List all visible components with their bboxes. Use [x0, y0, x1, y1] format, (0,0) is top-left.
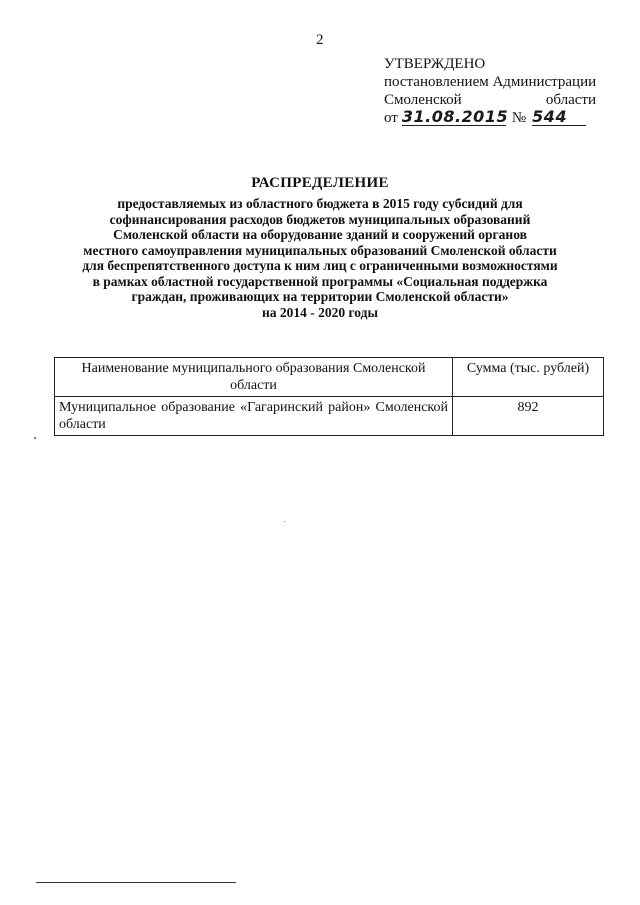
subtitle-line: для беспрепятственного доступа к ним лиц с ограниченными возможностями: [82, 258, 558, 273]
approval-line-1: [384, 73, 596, 91]
approval-date-line: [384, 109, 596, 127]
scan-speck: [34, 437, 36, 439]
cell-municipality: Муниципальное образование «Гагаринский район» Смоленской области: [55, 397, 453, 436]
approval-heading: УТВЕРЖДЕНО: [384, 56, 486, 72]
header-sum: Сумма (тыс. рублей): [453, 358, 604, 397]
number-label: №: [511, 110, 527, 126]
subtitle-line: в рамках областной государственной программы «Социальная поддержка: [92, 273, 548, 289]
handwritten-number: 544: [532, 109, 586, 126]
header-municipality: Наименование муниципального образования Смоленской области: [55, 358, 453, 397]
approval-line-1-text: постановлением Администрации: [384, 74, 597, 90]
page-number: 2: [316, 32, 324, 48]
footer-rule: [36, 882, 236, 883]
cell-sum: 892: [453, 397, 604, 436]
approval-line-2-left: Смоленской: [384, 92, 462, 108]
table-header-row: [55, 358, 604, 397]
subtitle-line: Смоленской области на оборудование зданий и сооружений органов: [113, 227, 527, 242]
subtitle-line: местного самоуправления муниципальных образований Смоленской области: [83, 242, 557, 258]
subtitle-line: предоставляемых из областного бюджета в 2015 году субсидий для: [117, 196, 523, 211]
distribution-table: [54, 357, 604, 436]
subtitle-line: на 2014 - 2020 годы: [261, 304, 379, 320]
scan-speck: [284, 521, 285, 522]
table-row: [55, 397, 604, 436]
document-title: РАСПРЕДЕЛЕНИЕ: [251, 175, 389, 191]
approval-stamp: [384, 55, 596, 127]
subtitle-line: софинансирования расходов бюджетов муниципальных образований: [109, 211, 531, 227]
handwritten-date: 31.08.2015: [401, 107, 509, 126]
subtitle-line: граждан, проживающих на территории Смоленской области»: [131, 289, 509, 304]
document-subtitle: [60, 196, 580, 320]
date-prefix: от: [384, 110, 398, 126]
approval-line-2-right: области: [545, 92, 596, 108]
